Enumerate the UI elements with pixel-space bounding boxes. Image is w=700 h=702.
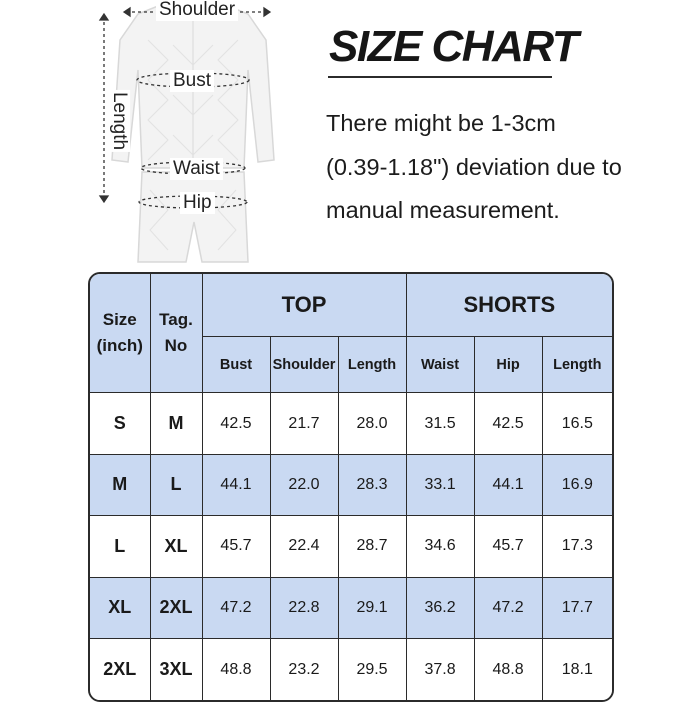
measurement-note: [326, 102, 686, 233]
measurement-cell: 22.4: [270, 516, 338, 577]
size-header-unit: (inch): [96, 336, 143, 356]
column-header-shorts-length: Length: [542, 336, 612, 392]
note-line: There might be 1-3cm: [326, 110, 556, 136]
shorts-group-header: SHORTS: [406, 274, 612, 336]
note-line: (0.39-1.18") deviation due to: [326, 153, 622, 180]
size-table-wrapper: [88, 272, 614, 702]
measurement-cell: 29.5: [338, 639, 406, 700]
size-cell: 2XL: [90, 639, 150, 700]
measurement-cell: 18.1: [542, 639, 612, 700]
measurement-cell: 17.7: [542, 577, 612, 638]
size-column-header: [90, 274, 150, 393]
measurement-cell: 33.1: [406, 454, 474, 515]
table-row: [90, 577, 612, 638]
tag-header-line: Tag.: [159, 310, 193, 330]
table-row: [90, 639, 612, 700]
measurement-cell: 42.5: [202, 393, 270, 454]
tag-cell: XL: [150, 516, 202, 577]
measurement-cell: 47.2: [474, 577, 542, 638]
measurement-cell: 45.7: [474, 516, 542, 577]
length-label: Length: [109, 91, 131, 151]
tag-cell: M: [150, 393, 202, 454]
size-cell: XL: [90, 577, 150, 638]
measurement-cell: 34.6: [406, 516, 474, 577]
measurement-cell: 22.0: [270, 454, 338, 515]
tag-cell: 2XL: [150, 577, 202, 638]
measurement-cell: 48.8: [202, 639, 270, 700]
column-header-waist: Waist: [406, 336, 474, 392]
size-cell: L: [90, 516, 150, 577]
top-group-header: TOP: [202, 274, 406, 336]
tag-column-header: [150, 274, 202, 393]
measurement-cell: 22.8: [270, 577, 338, 638]
measurement-cell: 17.3: [542, 516, 612, 577]
measurement-cell: 23.2: [270, 639, 338, 700]
measurement-cell: 44.1: [202, 454, 270, 515]
measurement-cell: 29.1: [338, 577, 406, 638]
column-header-top-length: Length: [338, 336, 406, 392]
size-cell: S: [90, 393, 150, 454]
measurement-cell: 42.5: [474, 393, 542, 454]
measurement-cell: 45.7: [202, 516, 270, 577]
table-row: [90, 393, 612, 454]
measurement-cell: 28.7: [338, 516, 406, 577]
measurement-cell: 28.3: [338, 454, 406, 515]
measurement-cell: 31.5: [406, 393, 474, 454]
tag-cell: L: [150, 454, 202, 515]
shoulder-label: Shoulder: [156, 0, 238, 21]
note-line: manual measurement.: [326, 197, 560, 223]
waist-label: Waist: [170, 158, 223, 180]
bust-label: Bust: [170, 70, 214, 92]
measurement-cell: 36.2: [406, 577, 474, 638]
tag-cell: 3XL: [150, 639, 202, 700]
column-header-shoulder: Shoulder: [270, 336, 338, 392]
tag-header-line: No: [164, 336, 188, 356]
measurement-cell: 48.8: [474, 639, 542, 700]
size-cell: M: [90, 454, 150, 515]
column-header-hip: Hip: [474, 336, 542, 392]
measurement-cell: 16.5: [542, 393, 612, 454]
column-header-bust: Bust: [202, 336, 270, 392]
measurement-cell: 16.9: [542, 454, 612, 515]
size-table: [90, 274, 612, 700]
page-title: SIZE CHART: [329, 22, 578, 71]
measurement-cell: 21.7: [270, 393, 338, 454]
shorts-shape: [138, 172, 248, 262]
hip-label: Hip: [180, 192, 215, 214]
size-header-line: Size: [102, 310, 137, 330]
measurement-cell: 28.0: [338, 393, 406, 454]
table-row: [90, 454, 612, 515]
title-underline: [328, 76, 552, 78]
measurement-cell: 37.8: [406, 639, 474, 700]
measurement-cell: 47.2: [202, 577, 270, 638]
table-row: [90, 516, 612, 577]
measurement-cell: 44.1: [474, 454, 542, 515]
